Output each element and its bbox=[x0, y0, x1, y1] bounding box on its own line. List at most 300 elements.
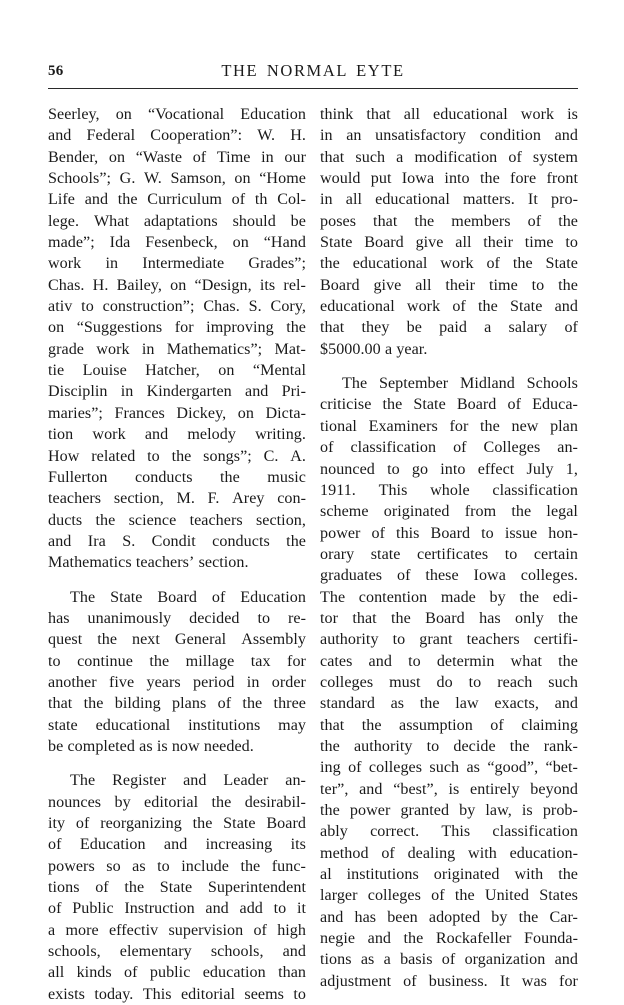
text-line bbox=[48, 651, 306, 672]
word: these bbox=[425, 567, 459, 585]
word: the bbox=[478, 298, 498, 316]
word: of bbox=[217, 695, 232, 713]
word: the bbox=[95, 511, 116, 529]
word: all bbox=[403, 106, 420, 123]
word: in bbox=[120, 383, 134, 401]
word: and bbox=[48, 127, 72, 145]
word: “Waste bbox=[135, 148, 183, 166]
text-line bbox=[48, 920, 306, 941]
word: dealing bbox=[407, 844, 456, 862]
word: Hatcher, bbox=[145, 362, 200, 380]
word: condition bbox=[479, 127, 541, 145]
text-line bbox=[48, 317, 306, 338]
word: reorganizing bbox=[100, 815, 182, 832]
word: the bbox=[391, 609, 411, 627]
text-line bbox=[320, 864, 578, 885]
word: that bbox=[320, 716, 345, 734]
word: decide bbox=[453, 737, 496, 755]
word: pro- bbox=[550, 191, 578, 209]
word: adaptations bbox=[143, 212, 218, 230]
word: to bbox=[257, 609, 271, 627]
text-line bbox=[320, 587, 578, 608]
word: ducts bbox=[48, 511, 83, 529]
word: its bbox=[259, 276, 276, 294]
word: salary bbox=[508, 319, 548, 337]
word: United bbox=[484, 887, 529, 905]
word: Board bbox=[266, 815, 306, 832]
word: period bbox=[193, 673, 235, 691]
word: schools, bbox=[48, 943, 101, 961]
word: A. bbox=[290, 447, 306, 465]
word: Mat- bbox=[274, 340, 306, 358]
word: increasing bbox=[205, 836, 273, 854]
word: today. bbox=[94, 985, 134, 1003]
word: plan bbox=[550, 417, 578, 435]
word: the bbox=[83, 695, 104, 713]
word: kinds bbox=[76, 964, 112, 982]
text-line bbox=[320, 821, 578, 842]
word: of bbox=[381, 844, 395, 862]
publication-title: THE NORMAL EYTE bbox=[221, 61, 405, 80]
word: Public bbox=[72, 900, 114, 918]
text-line bbox=[48, 189, 306, 210]
word: The bbox=[342, 375, 368, 393]
word: reach bbox=[497, 673, 533, 691]
word: Iowa bbox=[473, 567, 506, 585]
word: all bbox=[415, 276, 432, 294]
word: that bbox=[373, 212, 398, 230]
word: and bbox=[84, 191, 109, 209]
word: Education bbox=[240, 106, 306, 123]
word: related bbox=[91, 447, 136, 465]
word: M. bbox=[176, 490, 195, 508]
word: work bbox=[520, 106, 555, 123]
word: Life bbox=[48, 191, 76, 209]
word: construction”; bbox=[102, 298, 195, 316]
text-line bbox=[48, 104, 306, 125]
word: Bender, bbox=[48, 148, 99, 166]
word: of bbox=[211, 588, 226, 606]
word: tor bbox=[320, 609, 339, 627]
word: melody bbox=[187, 426, 236, 444]
word: teachers bbox=[48, 490, 102, 508]
word: colleges bbox=[367, 887, 421, 905]
word: “best”, bbox=[393, 780, 438, 798]
word: has bbox=[479, 609, 501, 627]
word: completed bbox=[67, 737, 135, 755]
word: whole bbox=[430, 481, 470, 499]
word: our bbox=[284, 148, 306, 166]
word: W. bbox=[257, 127, 276, 145]
word: Colleges bbox=[483, 439, 541, 457]
word: include bbox=[181, 857, 229, 875]
word: the bbox=[286, 532, 306, 550]
word: and bbox=[554, 127, 578, 145]
word: as bbox=[132, 857, 146, 875]
word: It bbox=[527, 191, 538, 209]
word: conducts bbox=[134, 468, 193, 486]
word: the bbox=[171, 447, 192, 465]
word: method bbox=[320, 844, 369, 862]
text-line bbox=[320, 104, 578, 125]
word: conducts bbox=[212, 532, 270, 550]
word: seems bbox=[244, 985, 284, 1003]
word: on bbox=[170, 276, 187, 294]
word: Car- bbox=[549, 908, 578, 926]
word: Cory, bbox=[270, 298, 306, 316]
word: the bbox=[558, 609, 578, 627]
word: edi- bbox=[552, 588, 578, 606]
word: G. bbox=[119, 170, 136, 188]
word: effect bbox=[477, 460, 515, 478]
word: on bbox=[234, 170, 251, 188]
word: high bbox=[277, 921, 306, 939]
text-line bbox=[48, 531, 306, 552]
word: order bbox=[271, 673, 306, 691]
word: the bbox=[512, 255, 533, 273]
word: do bbox=[436, 673, 453, 691]
running-head bbox=[48, 60, 578, 86]
word: tion bbox=[48, 426, 74, 444]
word: of bbox=[124, 964, 138, 982]
word: beyond bbox=[530, 780, 578, 798]
word: of bbox=[431, 887, 445, 905]
word: education- bbox=[509, 844, 578, 862]
word: “Design, bbox=[194, 276, 252, 294]
word: colleges. bbox=[520, 567, 578, 585]
word: unsatisfactory bbox=[375, 127, 467, 145]
word: classification bbox=[350, 439, 437, 457]
word: September bbox=[378, 375, 449, 393]
word: five bbox=[108, 673, 135, 691]
word: This bbox=[441, 823, 471, 841]
word: and bbox=[205, 900, 229, 918]
word: now bbox=[171, 737, 200, 755]
text-line bbox=[48, 587, 306, 608]
word: they bbox=[361, 319, 390, 337]
text-line bbox=[48, 856, 306, 877]
text-line bbox=[320, 373, 578, 394]
column-right bbox=[320, 104, 578, 1005]
word: and bbox=[48, 532, 72, 550]
word: This bbox=[142, 985, 172, 1003]
word: con- bbox=[277, 490, 306, 508]
word: should bbox=[232, 212, 276, 230]
word: the bbox=[320, 802, 340, 819]
word: bilding bbox=[114, 695, 161, 713]
text-line bbox=[48, 424, 306, 445]
word: give bbox=[415, 234, 444, 252]
text-line bbox=[320, 416, 578, 437]
word: millage bbox=[185, 652, 235, 670]
word: of bbox=[253, 921, 267, 939]
word: an- bbox=[285, 772, 306, 790]
text-line bbox=[320, 779, 578, 800]
word: work bbox=[48, 255, 82, 273]
word: al bbox=[320, 866, 332, 884]
word: of bbox=[486, 255, 500, 273]
word: is bbox=[521, 802, 533, 819]
word: graduates bbox=[320, 567, 383, 585]
word: The bbox=[70, 772, 96, 790]
word: Kindergarten bbox=[146, 383, 232, 401]
word: made bbox=[440, 588, 476, 606]
word: the bbox=[124, 879, 145, 897]
text-line bbox=[320, 736, 578, 757]
word: teachers bbox=[189, 511, 243, 529]
word: and bbox=[245, 383, 269, 401]
word: on bbox=[218, 362, 235, 380]
text-line bbox=[320, 971, 578, 992]
word: of bbox=[527, 212, 542, 230]
word: that bbox=[320, 319, 345, 337]
word: S. bbox=[122, 532, 136, 550]
text-line bbox=[320, 189, 578, 210]
word: such bbox=[355, 148, 386, 166]
word: and bbox=[183, 772, 207, 790]
word: is bbox=[567, 106, 578, 123]
word: Instruction bbox=[124, 900, 195, 918]
word: Assembly bbox=[241, 631, 306, 649]
word: be bbox=[406, 319, 422, 337]
word: into bbox=[440, 460, 466, 478]
text-line bbox=[320, 544, 578, 565]
word: by bbox=[459, 802, 476, 819]
text-line bbox=[320, 629, 578, 650]
text-line bbox=[48, 834, 306, 855]
word: law bbox=[455, 695, 479, 713]
word: the bbox=[242, 695, 263, 713]
word: all bbox=[455, 234, 472, 252]
word: claiming bbox=[521, 716, 578, 734]
word: 1, bbox=[565, 460, 578, 478]
word: give bbox=[373, 276, 402, 294]
word: How bbox=[48, 447, 80, 465]
word: be bbox=[290, 212, 306, 230]
text-line bbox=[48, 403, 306, 424]
word: time bbox=[524, 234, 554, 252]
word: the bbox=[479, 170, 500, 188]
text-line bbox=[48, 488, 306, 509]
word: State bbox=[159, 879, 193, 897]
word: and bbox=[163, 836, 188, 854]
word: teachers bbox=[466, 631, 520, 649]
word: authority bbox=[320, 631, 379, 649]
word: tie bbox=[48, 362, 65, 380]
word: This bbox=[378, 481, 408, 499]
word: prob- bbox=[542, 802, 578, 819]
word: the bbox=[192, 815, 213, 832]
word: section. bbox=[198, 554, 249, 572]
word: of bbox=[403, 972, 417, 990]
word: adjustment bbox=[320, 972, 392, 990]
word: Chas. bbox=[203, 298, 240, 316]
word: in bbox=[320, 191, 333, 209]
word: the bbox=[149, 652, 170, 670]
word: of bbox=[192, 148, 207, 166]
paragraph bbox=[48, 770, 306, 1005]
word: in bbox=[141, 340, 155, 358]
word: Board bbox=[157, 588, 197, 606]
word: what bbox=[510, 652, 543, 670]
word: public bbox=[149, 964, 191, 982]
word: Ira bbox=[87, 532, 106, 550]
text-line bbox=[320, 437, 578, 458]
word: fore bbox=[510, 170, 537, 188]
word: tions bbox=[48, 879, 80, 897]
text-line bbox=[320, 843, 578, 864]
word: C. bbox=[263, 447, 279, 465]
word: all bbox=[48, 964, 65, 982]
text-line bbox=[48, 672, 306, 693]
word: Time bbox=[216, 148, 251, 166]
word: as bbox=[466, 759, 480, 777]
word: in bbox=[261, 148, 274, 166]
word: of bbox=[396, 567, 411, 585]
word: State bbox=[320, 234, 353, 252]
word: only bbox=[515, 609, 544, 627]
word: made”; bbox=[48, 234, 95, 252]
word: on bbox=[237, 404, 254, 422]
word: authority bbox=[353, 737, 413, 755]
text-line bbox=[48, 770, 306, 791]
text-line bbox=[320, 168, 578, 189]
word: of bbox=[507, 396, 521, 414]
word: as bbox=[360, 951, 375, 969]
word: the bbox=[558, 212, 578, 230]
word: Education bbox=[240, 588, 306, 606]
word: next bbox=[132, 631, 160, 649]
word: ter”, bbox=[320, 780, 349, 798]
word: exists bbox=[48, 985, 85, 1003]
word: to bbox=[147, 447, 160, 465]
word: to bbox=[531, 276, 545, 294]
text-line bbox=[320, 800, 578, 821]
word: such bbox=[429, 759, 460, 777]
word: ity bbox=[48, 815, 66, 832]
word: an- bbox=[557, 439, 578, 457]
word: in bbox=[320, 127, 333, 145]
word: for bbox=[174, 319, 194, 337]
word: H. bbox=[92, 276, 109, 294]
word: effectiv bbox=[108, 921, 159, 939]
word: all bbox=[345, 191, 362, 209]
word: the bbox=[558, 652, 578, 670]
word: The bbox=[320, 588, 346, 606]
word: another bbox=[48, 673, 97, 691]
word: to bbox=[81, 298, 94, 316]
word: to bbox=[273, 900, 287, 918]
word: What bbox=[93, 212, 129, 230]
word: Col- bbox=[277, 191, 306, 209]
word: lege. bbox=[48, 212, 80, 230]
word: would bbox=[320, 170, 361, 188]
text-line bbox=[48, 715, 306, 736]
word: State bbox=[110, 588, 143, 606]
word: this bbox=[396, 524, 420, 542]
word: as bbox=[139, 737, 153, 755]
text-line bbox=[320, 885, 578, 906]
text-line bbox=[48, 552, 306, 573]
word: Educa- bbox=[532, 396, 578, 414]
word: editorial bbox=[144, 793, 199, 811]
word: continue bbox=[77, 652, 133, 670]
word: it bbox=[296, 900, 306, 918]
word: the bbox=[518, 908, 539, 926]
text-line bbox=[320, 296, 578, 317]
text-line bbox=[320, 394, 578, 415]
word: the bbox=[454, 887, 475, 905]
word: to bbox=[468, 673, 482, 691]
word: the bbox=[558, 866, 578, 884]
word: Fullerton bbox=[48, 468, 108, 486]
word: orary bbox=[320, 545, 355, 563]
word: for bbox=[559, 972, 578, 990]
text-line bbox=[48, 275, 306, 296]
word: the bbox=[419, 695, 440, 713]
word: of bbox=[564, 319, 578, 337]
word: must bbox=[389, 673, 421, 691]
word: Register bbox=[112, 772, 167, 790]
word: be bbox=[48, 737, 64, 755]
text-line bbox=[48, 693, 306, 714]
text-line bbox=[48, 296, 306, 317]
word: Arey bbox=[232, 490, 265, 508]
word: Schools”; bbox=[48, 170, 112, 188]
word: music bbox=[267, 468, 306, 486]
word: educational bbox=[352, 255, 428, 273]
text-line bbox=[48, 813, 306, 834]
word: elementary bbox=[119, 943, 192, 961]
word: certificates bbox=[417, 545, 489, 563]
word: of bbox=[452, 298, 466, 316]
word: Schools bbox=[526, 375, 578, 393]
word: grade bbox=[48, 340, 84, 358]
word: colleges bbox=[320, 673, 374, 691]
word: state bbox=[48, 716, 78, 734]
text-line bbox=[320, 232, 578, 253]
text-line bbox=[320, 523, 578, 544]
word: of bbox=[508, 148, 522, 166]
word: modification bbox=[414, 148, 498, 166]
word: unanimously bbox=[87, 609, 172, 627]
word: educational bbox=[375, 191, 450, 209]
word: re- bbox=[287, 609, 306, 627]
word: Intermediate bbox=[142, 255, 225, 273]
word: and bbox=[320, 908, 344, 926]
text-line bbox=[48, 792, 306, 813]
text-line bbox=[320, 608, 578, 629]
word: the bbox=[220, 468, 240, 486]
word: “bet- bbox=[545, 759, 578, 777]
word: Condit bbox=[151, 532, 196, 550]
word: rel- bbox=[283, 276, 306, 294]
word: “Vocational bbox=[147, 106, 225, 123]
word: section, bbox=[255, 511, 306, 529]
word: Disciplin bbox=[48, 383, 108, 401]
word: Louise bbox=[82, 362, 127, 380]
word: basis bbox=[400, 951, 433, 969]
word: Bailey, bbox=[116, 276, 162, 294]
word: entirely bbox=[470, 780, 520, 798]
word: the bbox=[511, 503, 532, 521]
word: a bbox=[396, 148, 404, 166]
word: the bbox=[403, 930, 424, 948]
word: go bbox=[411, 460, 429, 478]
word: of bbox=[231, 191, 246, 209]
word: three bbox=[273, 695, 306, 713]
word: their bbox=[483, 234, 514, 252]
